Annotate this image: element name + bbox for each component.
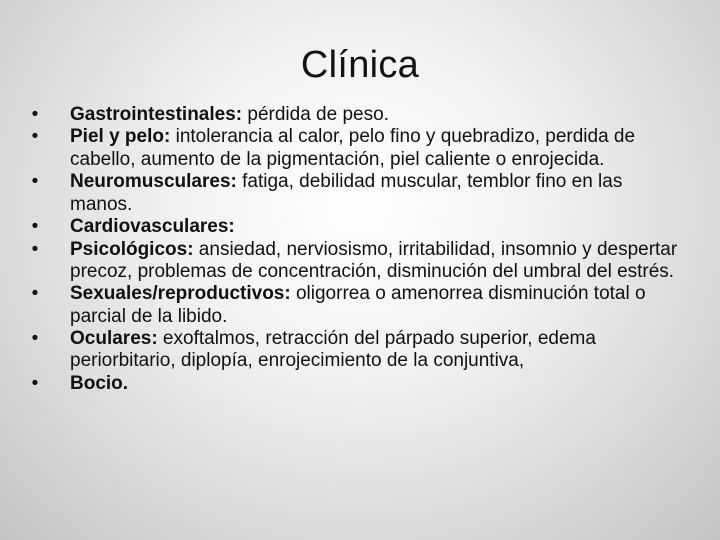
list-item: [28, 328, 678, 373]
item-text: fatiga, debilidad muscular, temblor fino en las manos.: [70, 171, 623, 215]
item-text: pérdida de peso.: [242, 104, 389, 125]
list-item: [28, 239, 678, 284]
bullet-icon: •: [31, 372, 39, 394]
bullet-icon: •: [31, 238, 39, 260]
list-item: [28, 373, 678, 395]
item-text: ansiedad, nerviosismo, irritabilidad, insomnio y despertar precoz, problemas de concentración, disminución del umbral del estrés.: [70, 238, 678, 282]
item-term: Cardiovasculares:: [70, 216, 235, 238]
bullet-icon: •: [31, 328, 39, 350]
bullet-icon: •: [31, 171, 39, 193]
list-item: [28, 283, 678, 328]
item-term: Sexuales/reproductivos:: [70, 283, 291, 305]
bullet-icon: •: [31, 104, 39, 125]
item-term: Piel y pelo:: [70, 126, 171, 148]
item-term: Neuromusculares:: [70, 171, 237, 193]
slide-title: Clínica: [300, 44, 420, 86]
item-term: Bocio.: [70, 372, 129, 394]
item-text: intolerancia al calor, pelo fino y quebradizo, perdida de cabello, aumento de la pigmentación, piel caliente o enrojecida.: [70, 126, 636, 170]
item-text: oligorrea o amenorrea disminución total o parcial de la libido.: [70, 283, 646, 327]
bullet-icon: •: [31, 126, 39, 148]
list-item: [28, 104, 678, 126]
bullet-list: [28, 104, 678, 395]
bullet-icon: •: [31, 216, 39, 238]
item-text: exoftalmos, retracción del párpado superior, edema periorbitario, diplopía, enrojecimiento de la conjuntiva,: [70, 328, 596, 372]
item-term: Gastrointestinales:: [70, 104, 243, 125]
list-item: [28, 216, 678, 238]
list-item: [28, 171, 678, 216]
list-item: [28, 126, 678, 171]
item-term: Psicológicos:: [70, 238, 194, 260]
item-term: Oculares:: [70, 328, 158, 350]
bullet-icon: •: [31, 283, 39, 305]
